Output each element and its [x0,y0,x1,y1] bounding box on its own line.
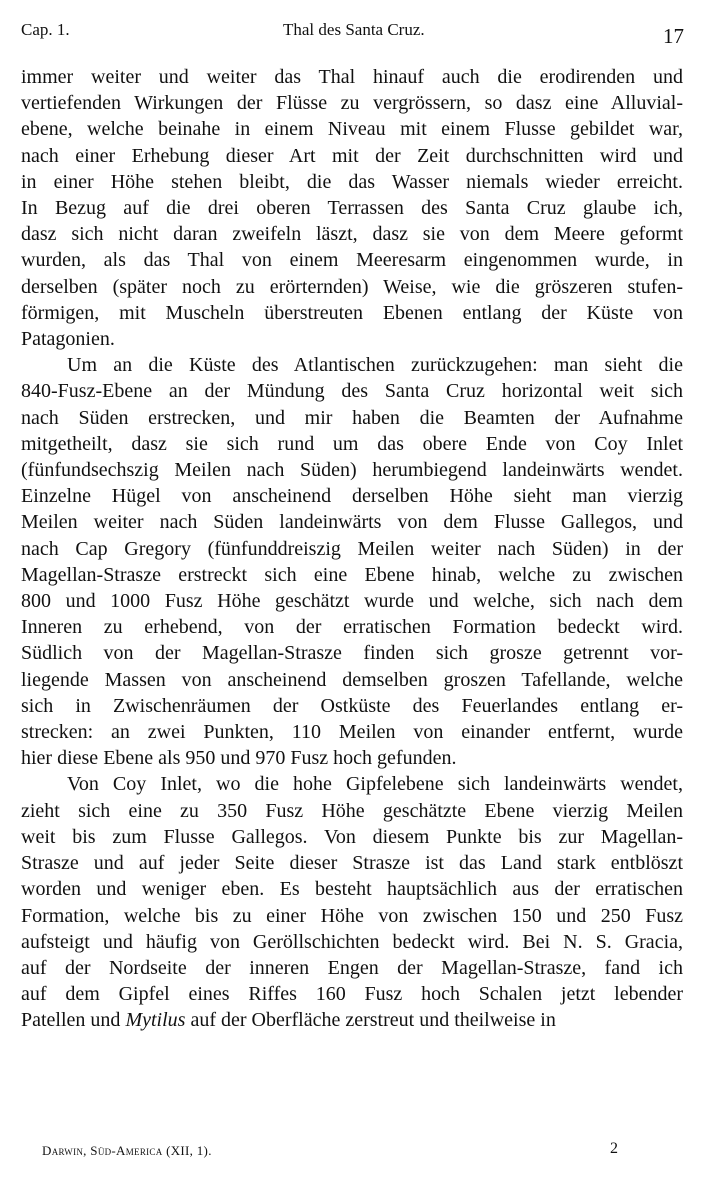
text-line: aufsteigt und häufig von Geröllschichten bedeckt wird. Bei N. S. Gracia, [21,930,683,953]
paragraph [21,352,683,771]
text-line: Einzelne Hügel von anscheinend derselben Höhe sieht man vierzig [21,485,683,508]
text-line: In Bezug auf die drei oberen Terrassen des Santa Cruz glaube ich, [21,197,683,220]
sheet-number: 2 [610,1140,618,1157]
text-line: Patellen und Mytilus auf der Oberfläche zerstreut und theilweise in [21,1009,556,1032]
text-line: hier diese Ebene als 950 und 970 Fusz hoch gefunden. [21,747,457,770]
text-line: liegende Massen von anscheinend demselben groszen Tafellande, welche [21,668,683,691]
text-line: Von Coy Inlet, wo die hohe Gipfelebene sich landeinwärts wendet, [67,773,683,796]
text-line: ebene, welche beinahe in einem Niveau mit einem Flusse gebildet war, [21,118,683,141]
text-line: Patagonien. [21,328,115,351]
body-text [21,64,683,1034]
text-line: vertiefenden Wirkungen der Flüsse zu vergrössern, so dasz eine Alluvial- [21,92,683,115]
page-number: 17 [663,24,684,48]
text-line: nach Cap Gregory (fünfunddreiszig Meilen weiter nach Süden) in der [21,537,683,560]
text-line: strecken: an zwei Punkten, 110 Meilen von einander entfernt, wurde [21,721,683,744]
text-line: dasz sich nicht daran zweifeln läszt, dasz sie von dem Meere geformt [21,223,683,246]
running-title: Thal des Santa Cruz. [283,20,425,39]
printer-signature: Darwin, Süd-America (XII, 1). [42,1143,212,1158]
text-line: weit bis zum Flusse Gallegos. Von diesem Punkte bis zur Magellan- [21,825,683,848]
text-line: Meilen weiter nach Süden landeinwärts von dem Flusse Gallegos, und [21,511,683,534]
text-line: auf dem Gipfel eines Riffes 160 Fusz hoch Schalen jetzt lebender [21,983,683,1006]
text-line: 800 und 1000 Fusz Höhe geschätzt wurde und welche, sich nach dem [21,590,683,613]
text-line: Formation, welche bis zu einer Höhe von zwischen 150 und 250 Fusz [21,904,683,927]
text-line: zieht sich eine zu 350 Fusz Höhe geschätzte Ebene vierzig Meilen [21,799,683,822]
text-line: Um an die Küste des Atlantischen zurückzugehen: man sieht die [67,354,683,377]
text-line: mitgetheilt, dasz sie sich rund um das obere Ende von Coy Inlet [21,432,683,455]
text-line: Inneren zu erhebend, von der erratischen Formation bedeckt wird. [21,616,683,639]
text-line: 840-Fusz-Ebene an der Mündung des Santa Cruz horizontal weit sich [21,380,683,403]
text-line: sich in Zwischenräumen der Ostküste des Feuerlandes entlang er- [21,694,683,717]
paragraph [21,64,683,352]
text-line: derselben (später noch zu erörternden) Weise, wie die gröszeren stufen- [21,275,683,298]
chapter-label: Cap. 1. [21,20,70,39]
text-line: in einer Höhe stehen bleibt, die das Wasser niemals wieder erreicht. [21,170,683,193]
text-line: Magellan-Strasze erstreckt sich eine Ebene hinab, welche zu zwischen [21,563,683,586]
running-header [21,20,684,50]
text-line: immer weiter und weiter das Thal hinauf auch die erodirenden und [21,66,683,88]
text-line: Strasze und auf jeder Seite dieser Strasze ist das Land stark entblöszt [21,852,683,875]
text-line: (fünfundsechszig Meilen nach Süden) herumbiegend landeinwärts wendet. [21,459,683,482]
text-line: worden und weniger eben. Es besteht hauptsächlich aus der erratischen [21,878,683,901]
text-line: auf der Nordseite der inneren Engen der Magellan-Strasze, fand ich [21,956,683,979]
text-line: nach einer Erhebung dieser Art mit der Zeit durchschnitten wird und [21,144,683,167]
text-line: Südlich von der Magellan-Strasze finden sich grosze getrennt vor- [21,642,683,665]
text-line: nach Süden erstrecken, und mir haben die Beamten der Aufnahme [21,406,683,429]
text-line: förmigen, mit Muscheln überstreuten Ebenen entlang der Küste von [21,301,683,324]
text-line: wurden, als das Thal von einem Meeresarm eingenommen wurde, in [21,249,683,272]
paragraph [21,771,683,1033]
